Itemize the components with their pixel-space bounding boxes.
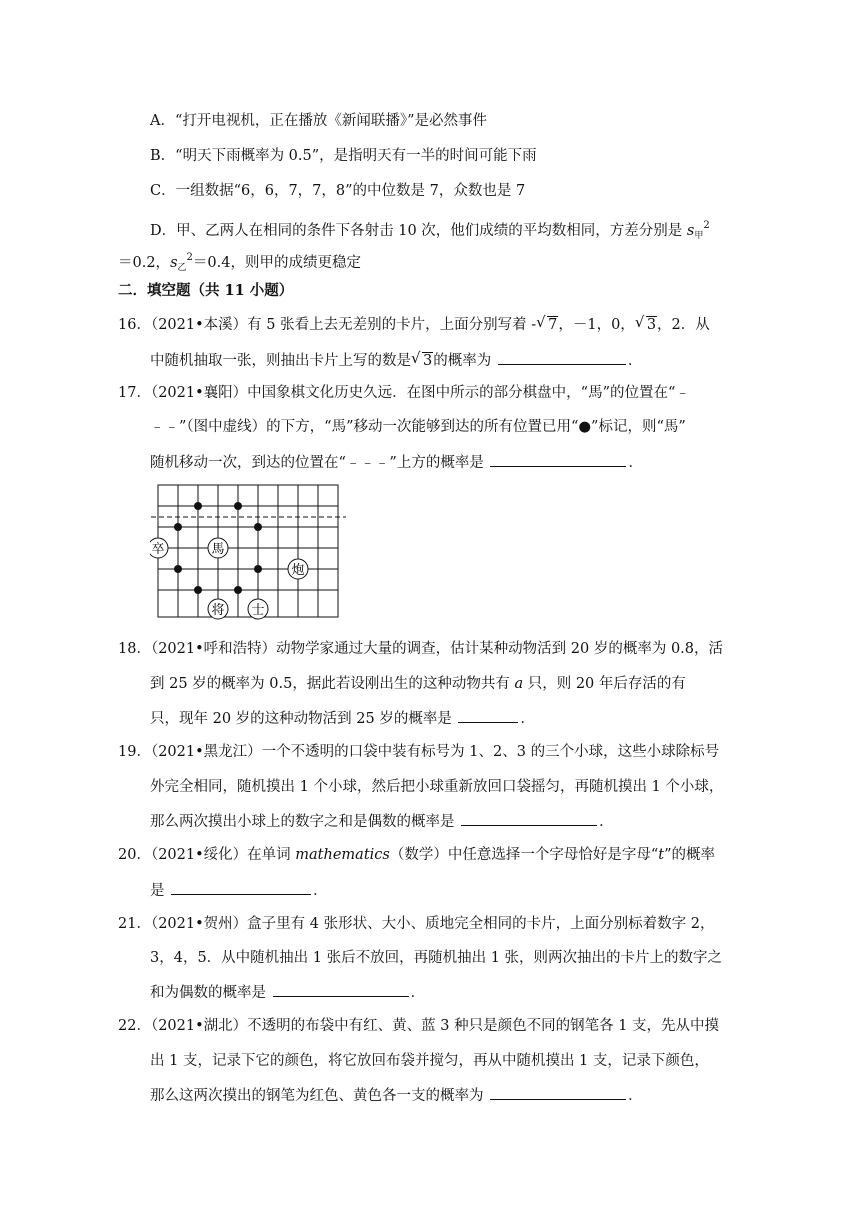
- marker-dot: [174, 523, 182, 531]
- piece-shi: [248, 599, 268, 619]
- radicand: 3: [423, 353, 433, 369]
- piece-label: 馬: [211, 542, 225, 557]
- question-text: 中国象棋文化历史久远．在图中所示的部分棋盘中，“馬”的位置在“﹣: [247, 385, 690, 401]
- marker-dot: [254, 523, 262, 531]
- question-text: 随机移动一次，到达的位置在“﹣﹣﹣”上方的概率是: [150, 455, 484, 471]
- question-17-line-1: [118, 383, 690, 403]
- question-number: 19．: [118, 744, 151, 760]
- marker-dot: [194, 586, 202, 594]
- question-22-line-3: [150, 1085, 643, 1106]
- marker-dot: [234, 586, 242, 594]
- question-text: ，2．从: [657, 317, 710, 333]
- sqrt-expression: √ 7: [536, 313, 558, 333]
- radicand: 3: [646, 317, 657, 333]
- question-source: （2021•绥化）: [150, 847, 248, 863]
- question-end: ．: [520, 711, 535, 727]
- question-19-line-3: [150, 811, 614, 832]
- question-text: ”的概率: [664, 847, 716, 863]
- piece-label: 卒: [151, 542, 165, 557]
- marker-dot: [234, 502, 242, 510]
- variable-a: a: [514, 676, 524, 692]
- variance-symbol: s: [170, 255, 178, 271]
- answer-blank[interactable]: [461, 811, 597, 826]
- marker-dot: [174, 565, 182, 573]
- question-text: 那么这两次摸出的钢笔为红色、黄色各一支的概率为: [150, 1088, 484, 1104]
- question-text: 中随机抽取一张，则抽出卡片上写的数是: [150, 353, 411, 369]
- word-mathematics: mathematics: [295, 847, 390, 863]
- answer-blank[interactable]: [273, 982, 409, 997]
- question-16-line-2: [150, 350, 642, 371]
- question-end: ．: [628, 1088, 643, 1104]
- question-number: 18．: [118, 641, 151, 657]
- option-d-text-3: ＝0.4，则甲的成绩更稳定: [192, 255, 361, 271]
- question-text: 只，则 20 年后存活的有: [527, 676, 686, 692]
- question-source: （2021•呼和浩特）: [150, 641, 277, 657]
- piece-ma: [208, 538, 228, 558]
- question-text: 盒子里有 4 张形状、大小、质地完全相同的卡片，上面分别标着数字 2，: [247, 916, 715, 932]
- answer-blank[interactable]: [171, 880, 311, 895]
- question-16-line-1: [118, 315, 710, 335]
- question-text: 和为偶数的概率是: [150, 985, 266, 1001]
- question-end: ．: [627, 353, 643, 369]
- question-end: ．: [599, 814, 614, 830]
- question-text: 的概率为: [433, 353, 492, 369]
- question-source: （2021•襄阳）: [150, 385, 248, 401]
- question-22-line-2: 出 1 支，记录下它的颜色，将它放回布袋并搅匀，再从中随机摸出 1 支，记录下颜色，: [150, 1053, 709, 1069]
- board-grid: [158, 485, 338, 617]
- question-18-line-3: [150, 708, 535, 729]
- question-17-line-3: [150, 452, 643, 473]
- question-18-line-1: [118, 639, 723, 659]
- question-text: 那么两次摸出小球上的数字之和是偶数的概率是: [150, 814, 455, 830]
- question-number: 16．: [118, 317, 151, 333]
- question-source: （2021•黑龙江）: [150, 744, 262, 760]
- sqrt-expression: √ 3: [634, 313, 657, 333]
- variance-sup: 2: [186, 252, 193, 263]
- question-21-line-3: [150, 982, 425, 1003]
- question-text: 不透明的布袋中有红、黄、蓝 3 种只是颜色不同的钢笔各 1 支，先从中摸: [247, 1018, 720, 1034]
- answer-blank[interactable]: [490, 452, 626, 467]
- question-text: 到 25 岁的概率为 0.5，据此若设刚出生的这种动物共有: [150, 676, 510, 692]
- question-19-line-1: [118, 742, 719, 762]
- question-number: 17．: [118, 385, 151, 401]
- question-end: ．: [410, 985, 426, 1001]
- piece-pao: [288, 559, 308, 579]
- question-text: 动物学家通过大量的调查，估计某种动物活到 20 岁的概率为 0.8，活: [276, 641, 724, 657]
- piece-label: 将: [211, 603, 225, 618]
- question-source: （2021•湖北）: [150, 1018, 248, 1034]
- option-d-continued: [118, 248, 361, 278]
- chess-board-figure: [150, 482, 350, 622]
- question-text: ，－1，0，: [558, 317, 635, 333]
- variance-sub: 甲: [694, 231, 704, 241]
- piece-zu: [150, 538, 168, 558]
- option-b: B．“明天下雨概率为 0.5”，是指明天有一半的时间可能下雨: [150, 148, 537, 164]
- question-source: （2021•贺州）: [150, 916, 248, 932]
- marker-dot: [254, 565, 262, 573]
- piece-label: 士: [251, 603, 265, 618]
- question-22-line-1: [118, 1016, 719, 1036]
- question-number: 21．: [118, 916, 151, 932]
- question-18-line-2: [150, 674, 686, 694]
- question-number: 22．: [118, 1018, 151, 1034]
- question-text: 有 5 张看上去无差别的卡片，上面分别写着 -: [247, 317, 537, 333]
- sqrt-expression: √ 3: [411, 349, 433, 369]
- question-text: 在单词: [247, 847, 296, 863]
- question-20-line-2: [150, 880, 328, 901]
- section-title: 二．填空题（共 11 小题）: [118, 282, 294, 299]
- question-text: 是: [150, 883, 165, 899]
- variance-sub: 乙: [177, 263, 187, 273]
- question-21-line-1: [118, 914, 714, 934]
- question-19-line-2: 外完全相同，随机摸出 1 个小球，然后把小球重新放回口袋摇匀，再随机摸出 1 个小球，: [150, 779, 724, 795]
- question-21-line-2: 3，4，5．从中随机抽出 1 张后不放回，再随机抽出 1 张，则两次抽出的卡片上的数字之: [150, 950, 723, 966]
- question-20-line-1: [118, 845, 715, 865]
- radicand: 7: [548, 317, 558, 333]
- option-d-text: D．甲、乙两人在相同的条件下各射击 10 次，他们成绩的平均数相同，方差分别是: [150, 223, 683, 239]
- question-source: （2021•本溪）: [150, 317, 248, 333]
- question-text: 一个不透明的口袋中装有标号为 1、2、3 的三个小球，这些小球除标号: [261, 744, 720, 760]
- marker-dot: [194, 502, 202, 510]
- piece-jiang: [208, 599, 228, 619]
- option-c: C．一组数据“6，6，7，7，8”的中位数是 7，众数也是 7: [150, 183, 526, 199]
- variance-symbol: s: [686, 223, 695, 239]
- question-text: （数学）中任意选择一个字母恰好是字母“: [389, 847, 659, 863]
- option-a: A．“打开电视机，正在播放《新闻联播》”是必然事件: [150, 113, 488, 129]
- variance-sup: 2: [703, 220, 710, 231]
- answer-blank[interactable]: [498, 350, 626, 365]
- option-d: [150, 216, 710, 246]
- piece-label: 炮: [291, 563, 305, 578]
- question-17-line-2: ﹣﹣”（图中虚线）的下方，“馬”移动一次能够到达的所有位置已用“●”标记，则“馬”: [150, 419, 686, 435]
- question-number: 20．: [118, 847, 151, 863]
- answer-blank[interactable]: [458, 708, 518, 723]
- option-d-text-2: ＝0.2，: [118, 255, 171, 271]
- answer-blank[interactable]: [490, 1085, 626, 1100]
- question-end: ．: [628, 455, 643, 471]
- letter-t: t: [658, 847, 665, 863]
- question-text: 只，现年 20 岁的这种动物活到 25 岁的概率是: [150, 711, 452, 727]
- question-end: ．: [313, 883, 328, 899]
